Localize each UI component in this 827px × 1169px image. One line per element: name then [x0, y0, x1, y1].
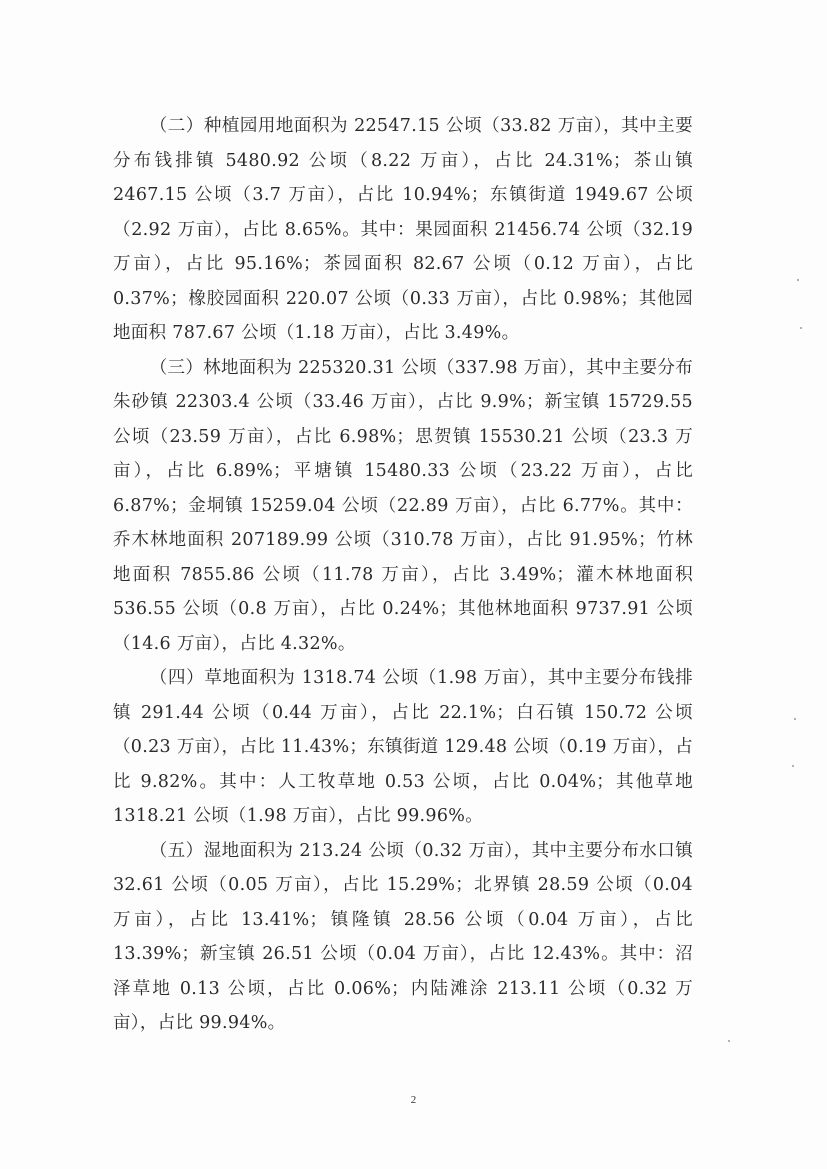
scan-speck — [797, 279, 799, 281]
document-body — [113, 109, 693, 1041]
paragraph-wetland: （五）湿地面积为 213.24 公顷（0.32 万亩），其中主要分布水口镇 32.61 公顷（0.05 万亩），占比 15.29%；北界镇 28.59 公顷（0.04 万亩），占比 13.41%；镇隆镇 28.56 公顷（0.04 万亩），占比 13.39%；新宝镇 26.51 公顷（0.04 万亩），占比 12.43%。其中：沼泽草地 0.13 公顷，占比 0.06%；内陆滩涂 213.11 公顷（0.32 万亩），占比 99.94%。 — [113, 840, 693, 1033]
scan-speck — [794, 718, 796, 720]
paragraph-grassland: （四）草地面积为 1318.74 公顷（1.98 万亩），其中主要分布钱排镇 291.44 公顷（0.44 万亩），占比 22.1%；白石镇 150.72 公顷（0.23 万亩），占比 11.43%；东镇街道 129.48 公顷（0.19 万亩），占比 9.82%。其中：人工牧草地 0.53 公顷，占比 0.04%；其他草地 1318.21 公顷（1.98 万亩），占比 99.96%。 — [113, 668, 693, 826]
paragraph-forest-land: （三）林地面积为 225320.31 公顷（337.98 万亩），其中主要分布朱砂镇 22303.4 公顷（33.46 万亩），占比 9.9%；新宝镇 15729.55 公顷（23.59 万亩），占比 6.98%；思贺镇 15530.21 公顷（23.3 万亩），占比 6.89%；平塘镇 15480.33 公顷（23.22 万亩），占比 6.87%；金垌镇 15259.04 公顷（22.89 万亩），占比 6.77%。其中：乔木林地面积 207189.99 公顷（310.78 万亩），占比 91.95%；竹林地面积 7855.86 公顷（11.78 万亩），占比 3.49%；灌木林地面积 536.55 公顷（0.8 万亩），占比 0.24%；其他林地面积 9737.91 公顷（14.6 万亩），占比 4.32%。 — [113, 357, 693, 654]
scan-speck — [792, 765, 794, 767]
page-number: 2 — [410, 1094, 417, 1106]
scan-speck — [800, 327, 802, 329]
paragraph-plantation-land: （二）种植园用地面积为 22547.15 公顷（33.82 万亩），其中主要分布钱排镇 5480.92 公顷（8.22 万亩），占比 24.31%；茶山镇 2467.15 公顷（3.7 万亩），占比 10.94%；东镇街道 1949.67 公顷（2.92 万亩），占比 8.65%。其中：果园面积 21456.74 公顷（32.19 万亩），占比 95.16%；茶园面积 82.67 公顷（0.12 万亩），占比 0.37%；橡胶园面积 220.07 公顷（0.33 万亩），占比 0.98%；其他园地面积 787.67 公顷（1.18 万亩），占比 3.49%。 — [113, 116, 693, 343]
scan-speck — [728, 1040, 730, 1042]
